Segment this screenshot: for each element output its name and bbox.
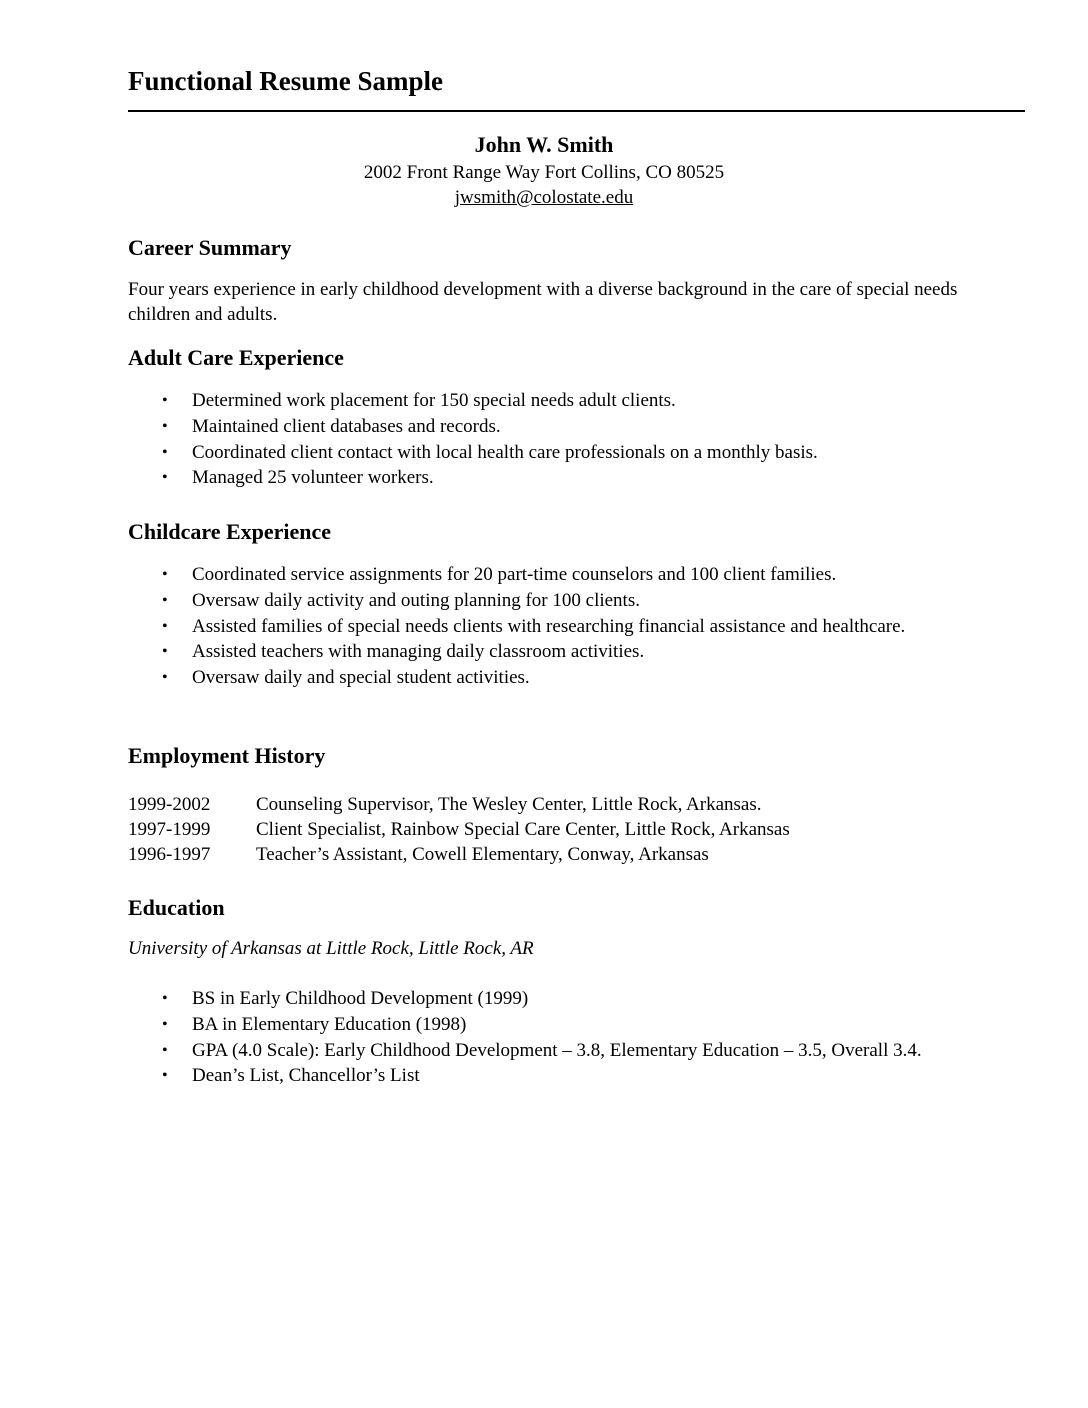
bullet-icon: •: [162, 392, 168, 409]
list-item-text: Managed 25 volunteer workers.: [192, 467, 434, 489]
list-item: [128, 614, 907, 640]
table-row: [128, 792, 790, 817]
adult-care-list: [128, 388, 948, 491]
list-item: [128, 665, 948, 691]
title-divider: [128, 110, 1025, 112]
education-list: [128, 986, 948, 1089]
list-item-text: Maintained client databases and records.: [192, 415, 501, 437]
employment-position: Counseling Supervisor, The Wesley Center, Little Rock, Arkansas.: [256, 794, 762, 815]
list-item: [128, 1012, 948, 1038]
employment-position: Client Specialist, Rainbow Special Care Center, Little Rock, Arkansas: [256, 819, 790, 840]
employment-years: 1997-1999: [128, 819, 211, 840]
list-item-text: BA in Elementary Education (1998): [192, 1013, 467, 1035]
childcare-heading: Childcare Experience: [128, 519, 332, 544]
bullet-icon: •: [162, 591, 168, 609]
applicant-name: John W. Smith: [474, 132, 614, 157]
bullet-icon: •: [162, 669, 168, 687]
bullet-icon: •: [162, 566, 168, 583]
list-item-text: Coordinated client contact with local health care professionals on a monthly basis.: [192, 441, 818, 463]
bullet-icon: •: [162, 617, 168, 635]
employment-table: [128, 792, 790, 867]
list-item: [128, 986, 948, 1012]
bullet-icon: •: [162, 1015, 168, 1033]
list-item: [128, 440, 948, 466]
list-item: [128, 388, 948, 414]
employment-heading: Employment History: [128, 743, 326, 768]
career-summary-heading: Career Summary: [128, 235, 292, 260]
childcare-list: [128, 562, 948, 691]
list-item-text: Coordinated service assignments for 20 part-time counselors and 100 client families.: [192, 564, 837, 585]
list-item: [128, 1038, 932, 1064]
employment-years: 1996-1997: [128, 844, 211, 865]
career-summary-text: Four years experience in early childhood development with a diverse background in the care of special needs children and adults.: [128, 279, 958, 325]
education-heading: Education: [128, 895, 225, 920]
bullet-icon: •: [162, 443, 168, 461]
list-item: [128, 465, 948, 491]
table-row: [128, 842, 790, 867]
education-school: University of Arkansas at Little Rock, Little Rock, AR: [128, 938, 534, 959]
bullet-icon: •: [162, 1067, 168, 1085]
applicant-email-link[interactable]: jwsmith@colostate.edu: [454, 187, 634, 208]
list-item-text: Assisted families of special needs clients with researching financial assistance and healthcare.: [192, 615, 906, 637]
employment-years: 1999-2002: [128, 794, 211, 815]
adult-care-heading: Adult Care Experience: [128, 345, 344, 370]
contact-block: [128, 130, 960, 210]
list-item: [128, 414, 948, 440]
document-title: Functional Resume Sample: [128, 66, 444, 96]
employment-position: Teacher’s Assistant, Cowell Elementary, Conway, Arkansas: [256, 844, 709, 865]
list-item-text: Dean’s List, Chancellor’s List: [192, 1065, 420, 1087]
bullet-icon: •: [162, 990, 168, 1007]
bullet-icon: •: [162, 1041, 168, 1059]
list-item-text: BS in Early Childhood Development (1999): [192, 988, 529, 1009]
applicant-address: 2002 Front Range Way Fort Collins, CO 80525: [363, 162, 725, 183]
list-item-text: Oversaw daily and special student activities.: [192, 667, 530, 689]
list-item: [128, 639, 948, 665]
bullet-icon: •: [162, 469, 168, 487]
list-item-text: GPA (4.0 Scale): Early Childhood Development – 3.8, Elementary Education – 3.5, Overall 3.4.: [192, 1039, 922, 1061]
table-row: [128, 817, 790, 842]
bullet-icon: •: [162, 417, 168, 435]
list-item: [128, 562, 948, 588]
bullet-icon: •: [162, 643, 168, 661]
list-item-text: Determined work placement for 150 special needs adult clients.: [192, 390, 676, 411]
list-item: [128, 1063, 948, 1089]
list-item-text: Oversaw daily activity and outing planning for 100 clients.: [192, 589, 640, 611]
list-item: [128, 588, 948, 614]
list-item-text: Assisted teachers with managing daily classroom activities.: [192, 641, 645, 663]
